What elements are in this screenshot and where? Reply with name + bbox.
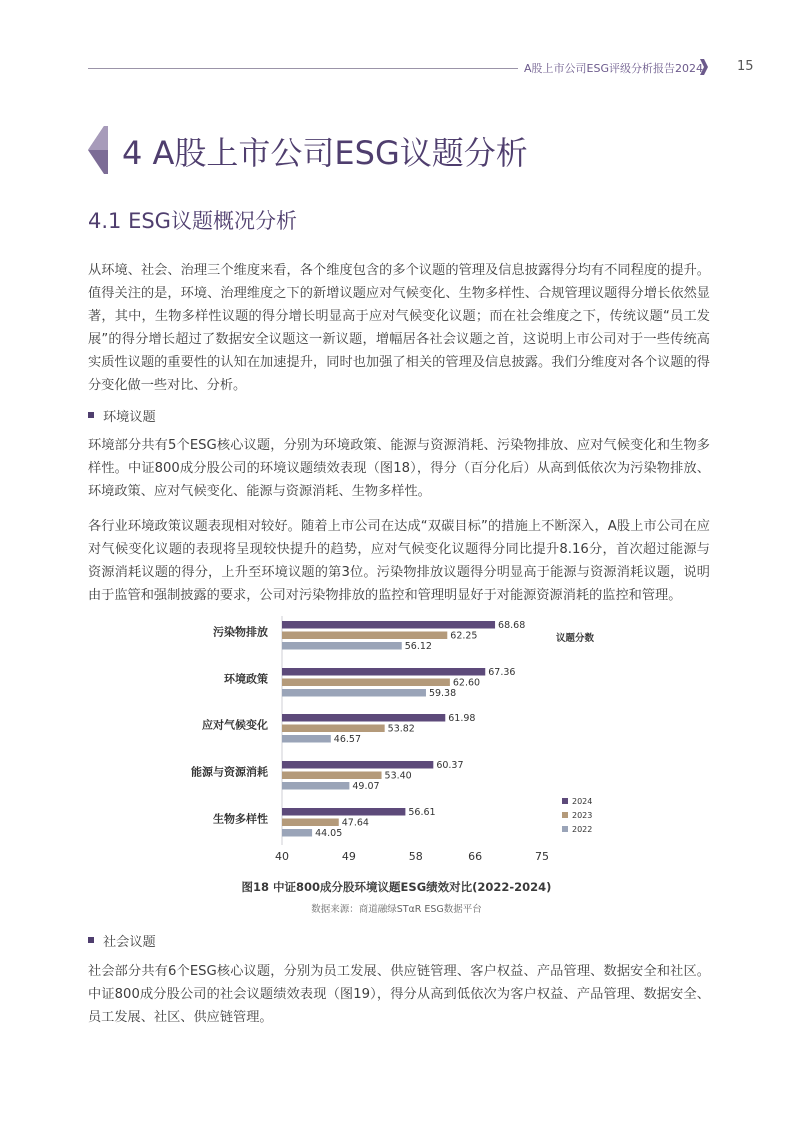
category-label: 能源与资源消耗 xyxy=(191,765,268,779)
category-label: 环境政策 xyxy=(224,672,268,686)
social-heading-label: 社会议题 xyxy=(103,935,156,950)
bar-2023 xyxy=(282,772,382,780)
chart-source: 数据来源：商道融绿STαR ESG数据平台 xyxy=(311,904,482,915)
social-heading xyxy=(88,931,156,950)
legend-label: 2024 xyxy=(572,797,593,806)
section-title: 4.1 ESG议题概况分析 xyxy=(88,209,297,233)
x-tick-label: 58 xyxy=(408,850,423,863)
legend-label: 2022 xyxy=(572,825,593,834)
value-label: 53.82 xyxy=(387,723,415,735)
category-label: 应对气候变化 xyxy=(202,718,268,732)
value-label: 49.07 xyxy=(352,781,380,792)
legend-swatch-2024 xyxy=(562,798,568,804)
bar-2022 xyxy=(282,735,331,743)
x-tick-label: 75 xyxy=(535,850,549,863)
intro-paragraph: 从环境、社会、治理三个维度来看，各个维度包含的多个议题的管理及信息披露得分均有不同程度的提升。值得关注的是，环境、治理维度之下的新增议题应对气候变化、生物多样性、合规管理议题得分增长依然显著，其中，生物多样性议题的得分增长明显高于应对气候变化议题；而在社会维度之下，传统议题“员工发展”的得分增长超过了数据安全议题这一新议题，增幅居各社会议题之首，这说明上市公司对于一些传统高实质性议题的重要性的认知在加速提升，同时也加强了相关的管理及信息披露。我们分维度对各个议题的得分变化做一些对比、分析。 xyxy=(88,263,710,393)
page-number: 15 xyxy=(737,59,754,74)
social-paragraph: 社会部分共有6个ESG核心议题，分别为员工发展、供应链管理、客户权益、产品管理、数据安全和社区。中证800成分股公司的社会议题绩效表现（图19），得分从高到低依次为客户权益、产品管理、数据安全、员工发展、社区、供应链管理。 xyxy=(88,964,710,1025)
value-label: 61.98 xyxy=(448,713,476,724)
chapter-title: 4 A股上市公司ESG议题分析 xyxy=(122,134,528,172)
value-label: 67.36 xyxy=(488,667,516,678)
bullet-square-icon xyxy=(88,937,94,943)
bar-2024 xyxy=(282,714,445,722)
value-label: 68.68 xyxy=(498,620,526,631)
bar-2024 xyxy=(282,761,433,769)
legend-swatch-2022 xyxy=(562,826,568,832)
bar-2023 xyxy=(282,679,450,687)
bar-2024 xyxy=(282,808,405,816)
value-label: 60.37 xyxy=(436,760,464,771)
value-label: 44.05 xyxy=(315,828,343,839)
value-label: 62.25 xyxy=(450,630,478,642)
bar-2022 xyxy=(282,642,402,650)
bar-2022 xyxy=(282,782,349,790)
bar-2024 xyxy=(282,621,495,629)
bar-2023 xyxy=(282,632,447,640)
bar-2023 xyxy=(282,819,339,827)
bar-2024 xyxy=(282,668,485,676)
bar-2022 xyxy=(282,829,312,837)
value-label: 47.64 xyxy=(341,817,369,829)
x-tick-label: 49 xyxy=(341,850,356,863)
environment-paragraph-2: 各行业环境政策议题表现相对较好。随着上市公司在达成“双碳目标”的措施上不断深入，A股上市公司在应对气候变化议题的表现将呈现较快提升的趋势，应对气候变化议题得分同比提升8.16分，首次超过能源与资源消耗议题的得分，上升至环境议题的第3位。污染物排放议题得分明显高于能源与资源消耗议题，说明由于监管和强制披露的要求，公司对污染物排放的监控和管理明显好于对能源资源消耗的监控和管理。 xyxy=(88,519,710,603)
category-label: 生物多样性 xyxy=(213,812,268,826)
x-tick-label: 66 xyxy=(468,850,483,863)
chart-caption: 图18 中证800成分股环境议题ESG绩效对比(2022-2024) xyxy=(241,880,552,894)
value-label: 56.12 xyxy=(404,641,432,652)
environment-paragraph-1: 环境部分共有5个ESG核心议题，分别为环境政策、能源与资源消耗、污染物排放、应对气候变化和生物多样性。中证800成分股公司的环境议题绩效表现（图18），得分（百分化后）从高到低依次为污染物排放、环境政策、应对气候变化、能源与资源消耗、生物多样性。 xyxy=(88,438,710,499)
legend-swatch-2023 xyxy=(562,812,568,818)
bar-2022 xyxy=(282,689,426,697)
x-tick-label: 40 xyxy=(275,850,289,863)
value-label: 46.57 xyxy=(333,734,362,745)
value-label: 56.61 xyxy=(408,807,436,818)
value-label: 53.40 xyxy=(384,770,412,782)
environment-heading-label: 环境议题 xyxy=(103,410,156,425)
value-axis-label: 议题分数 xyxy=(556,633,595,644)
running-header-title: A股上市公司ESG评级分析报告2024 xyxy=(524,62,703,75)
category-label: 污染物排放 xyxy=(213,625,268,639)
value-label: 59.38 xyxy=(428,688,457,699)
legend-label: 2023 xyxy=(572,811,593,820)
value-label: 62.60 xyxy=(452,677,481,689)
bar-2023 xyxy=(282,725,385,733)
